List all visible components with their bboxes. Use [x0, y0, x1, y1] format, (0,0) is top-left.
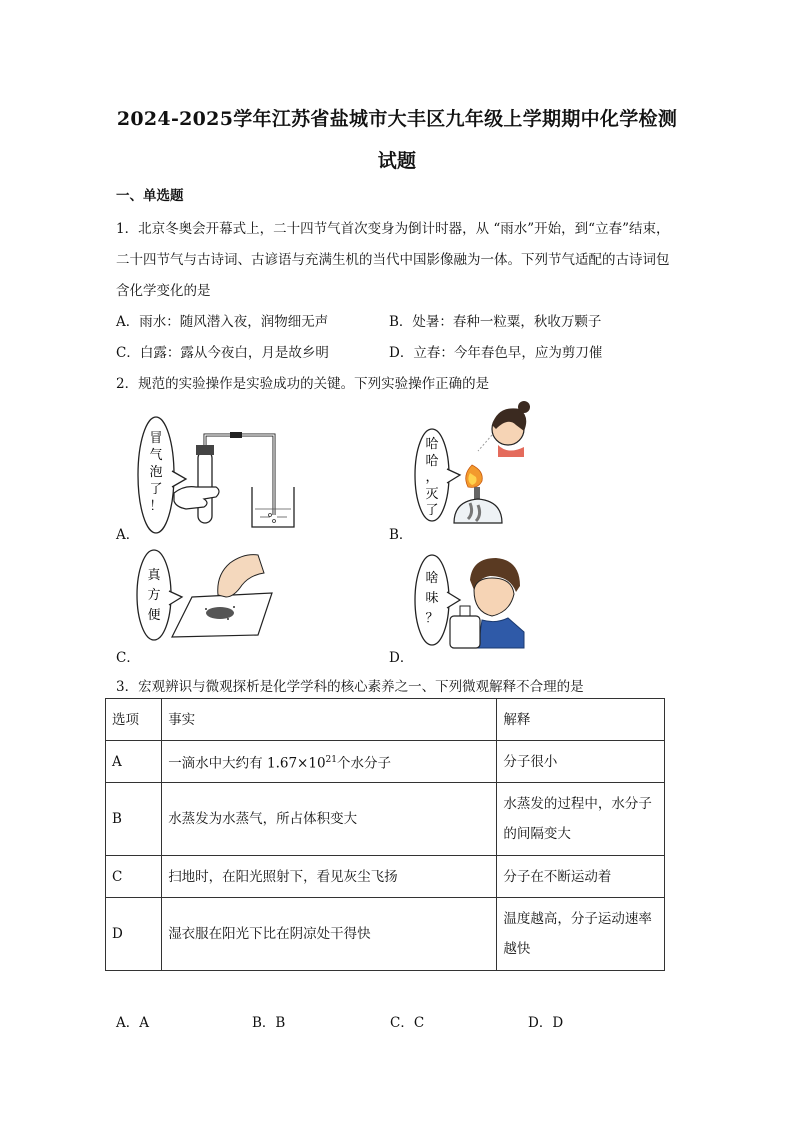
explanation-line: 越快: [503, 941, 531, 957]
bubble-char: ？: [425, 611, 439, 626]
rubber-stopper: [196, 445, 214, 455]
table-row: [106, 741, 665, 783]
explanation-line: 的间隔变大: [503, 826, 571, 842]
table-header-cell: 解释: [497, 699, 665, 741]
q1-option-a[interactable]: A．雨水：随风潜入夜，润物细无声: [116, 314, 329, 330]
table-header-cell: 选项: [106, 699, 162, 741]
table-header-row: [106, 699, 665, 741]
bubble-icon: [273, 520, 276, 523]
speech-bubble-tail: [447, 592, 460, 608]
shirt-icon: [478, 618, 524, 648]
q1-option-c[interactable]: C．白露：露从今夜白，月是故乡明: [116, 345, 329, 361]
exponent: 21: [325, 754, 337, 765]
q2-label-b[interactable]: B．: [389, 527, 413, 543]
bubble-char: 啥: [425, 571, 439, 586]
q1-option-b[interactable]: B．处暑：春种一粒粟，秋收万颗子: [389, 314, 602, 330]
fact-text: 个水分子: [336, 755, 391, 772]
bubble-char: 气: [149, 448, 163, 463]
table-cell-fact: 扫地时，在阳光照射下，看见灰尘飞扬: [162, 856, 497, 898]
section-heading: 一、单选题: [116, 188, 184, 204]
bottle-neck: [460, 606, 470, 616]
speech-bubble-tail: [169, 591, 182, 605]
q3-answer-a[interactable]: A．A: [116, 1015, 149, 1031]
page-title: 2024-2025学年江苏省盐城市大丰区九年级上学期期中化学检测: [116, 108, 678, 130]
q1-stem-line3: 含化学变化的是: [116, 283, 211, 299]
bubble-char: 便: [147, 608, 161, 623]
figure-b-blow-out-lamp: [412, 395, 542, 535]
bubble-char: 哈: [425, 437, 439, 452]
lamp-wick: [474, 487, 480, 499]
q3-answer-c[interactable]: C．C: [390, 1015, 425, 1031]
table-cell-fact: [162, 741, 497, 783]
figure-d-smell-directly: [412, 550, 532, 660]
bubble-char: 泡: [149, 465, 163, 480]
q1-stem-line2: 二十四节气与古诗词、古谚语与充满生机的当代中国影像融为一体。下列节气适配的古诗词包: [116, 252, 670, 268]
shirt-icon: [498, 445, 524, 457]
bubble-icon: [269, 514, 272, 517]
reagent-bottle-icon: [450, 616, 480, 648]
table-cell-option: A: [106, 741, 162, 783]
table-cell-explanation: 分子很小: [497, 741, 665, 783]
hand-icon: [218, 555, 264, 597]
q3-answer-b[interactable]: B．B: [252, 1015, 286, 1031]
speech-bubble-tail: [447, 469, 460, 483]
bubble-char: 了: [149, 482, 163, 497]
bubble-char: 了: [425, 503, 439, 518]
bubble-char: 冒: [149, 431, 163, 446]
table-row: [106, 783, 665, 856]
table-header-cell: 事实: [162, 699, 497, 741]
explanation-line: 水蒸发的过程中，水分子: [503, 796, 652, 812]
q2-label-d[interactable]: D．: [389, 650, 414, 666]
q1-option-d[interactable]: D．立春：今年春色早，应为剪刀催: [389, 345, 603, 361]
speech-bubble-tail: [172, 471, 186, 487]
delivery-tube: [205, 435, 274, 515]
q2-label-a[interactable]: A．: [116, 527, 140, 543]
powder-pile: [206, 607, 234, 619]
table-cell-option: C: [106, 856, 162, 898]
page-title-continued: 试题: [377, 150, 417, 172]
table-cell-option: B: [106, 783, 162, 856]
table-cell-fact: 湿衣服在阳光下比在阴凉处干得快: [162, 898, 497, 971]
bubble-char: ，: [425, 470, 439, 485]
boy-face-icon: [474, 578, 514, 616]
table-cell-option: D: [106, 898, 162, 971]
bubble-char: ！: [149, 499, 163, 514]
table-row: [106, 898, 665, 971]
table-cell-explanation: [497, 898, 665, 971]
tube-connector: [230, 432, 242, 438]
bubble-char: 方: [147, 588, 161, 603]
bubble-char: 灭: [425, 487, 439, 502]
q3-answer-d[interactable]: D．D: [528, 1015, 564, 1031]
q2-label-c[interactable]: C．: [116, 650, 140, 666]
q2-stem: 2．规范的实验操作是实验成功的关键。下列实验操作正确的是: [116, 376, 490, 392]
figure-a-airtightness-check: [134, 405, 304, 535]
bubble-char: 真: [147, 568, 161, 583]
table-cell-explanation: 分子在不断运动着: [497, 856, 665, 898]
fact-text: 一滴水中大约有 1.67×10: [168, 755, 326, 772]
q1-stem-line1: 1．北京冬奥会开幕式上，二十四节气首次变身为倒计时器，从 “雨水”开始，到“立春”结束，: [116, 221, 670, 237]
explanation-line: 温度越高，分子运动速率: [503, 911, 652, 927]
table-row: [106, 856, 665, 898]
figure-c-take-powder-by-hand: [134, 545, 284, 645]
table-cell-explanation: [497, 783, 665, 856]
bubble-char: 哈: [425, 454, 439, 469]
q3-stem: 3．宏观辨识与微观探析是化学学科的核心素养之一、下列微观解释不合理的是: [116, 679, 584, 695]
bubble-char: 味: [425, 591, 439, 606]
q3-table: [105, 698, 665, 971]
table-cell-fact: 水蒸发为水蒸气，所占体积变大: [162, 783, 497, 856]
